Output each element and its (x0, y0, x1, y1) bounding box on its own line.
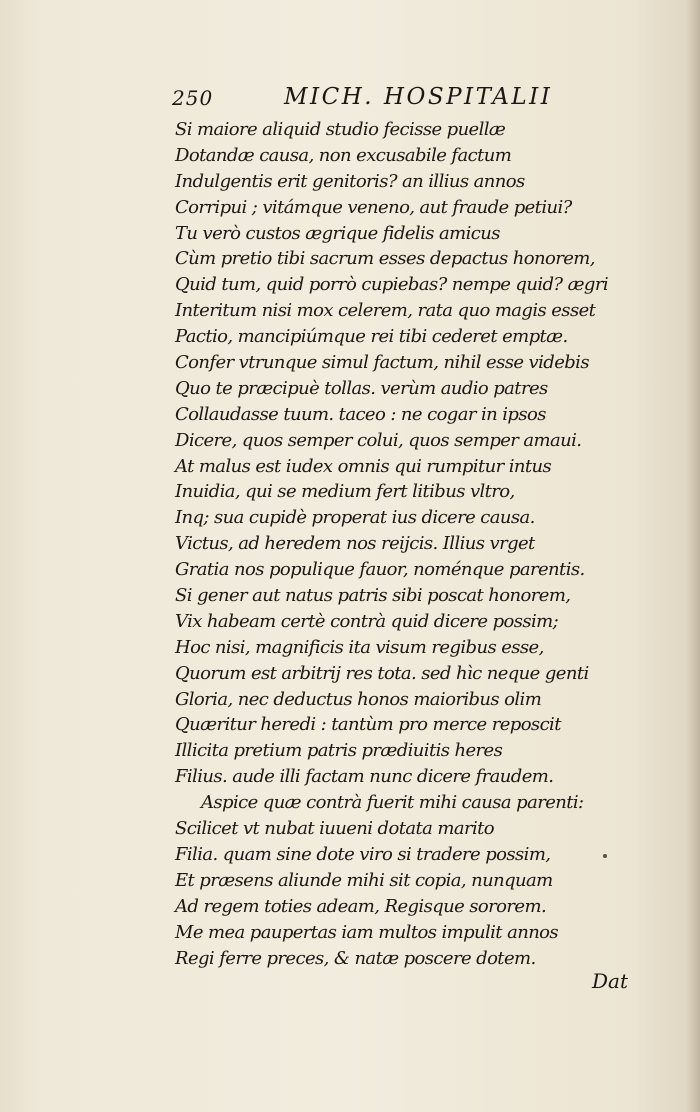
catchword: Dat (592, 969, 628, 993)
verse-line: Illicita pretium patris prædiuitis heres (175, 740, 503, 762)
verse-line: Dicere, quos semper colui, quos semper amaui. (175, 429, 582, 451)
verse-line: Filia. quam sine dote viro si tradere possim, (175, 843, 551, 865)
verse-line: Inuidia, qui se medium fert litibus vltro, (175, 481, 515, 503)
verse-line: Et præsens aliunde mihi sit copia, nunquam (175, 869, 553, 891)
running-title: MICH. HOSPITALII (284, 84, 553, 110)
ink-speck (603, 854, 607, 858)
verse-line: Vix habeam certè contrà quid dicere possim; (175, 610, 559, 632)
verse-line: Gratia nos populique fauor, noménque parentis. (175, 559, 585, 581)
page-edge-shadow (686, 0, 700, 1112)
verse-line: Quid tum, quid porrò cupiebas? nempe quid? ægri (175, 274, 608, 296)
verse-line: Victus, ad heredem nos reijcis. Illius vrget (175, 533, 535, 555)
verse-line: Inq; sua cupidè properat ius dicere causa. (175, 507, 535, 529)
verse-line: Regi ferre preces, & natæ poscere dotem. (175, 947, 536, 969)
verse-line: Indulgentis erit genitoris? an illius annos (175, 170, 525, 192)
verse-line: Scilicet vt nubat iuueni dotata marito (175, 818, 494, 840)
page-header (172, 82, 572, 114)
verse-line: Si gener aut natus patris sibi poscat honorem, (175, 585, 571, 607)
verse-line: Confer vtrunque simul factum, nihil esse videbis (175, 352, 589, 374)
verse-line: Quo te præcipuè tollas. verùm audio patres (175, 377, 548, 399)
verse-line: Hoc nisi, magnificis ita visum regibus esse, (175, 636, 544, 658)
verse-line: Cùm pretio tibi sacrum esses depactus honorem, (175, 248, 595, 270)
verse-line: Si maiore aliquid studio fecisse puellæ (175, 119, 506, 140)
verse-line: Ad regem toties adeam, Regisque sororem. (175, 895, 547, 917)
verse-text (175, 117, 615, 971)
verse-line: At malus est iudex omnis qui rumpitur intus (175, 455, 552, 477)
verse-line: Corripui ; vitámque veneno, aut fraude petiui? (175, 196, 572, 218)
verse-line: Filius. aude illi factam nunc dicere fraudem. (175, 766, 554, 788)
verse-line: Interitum nisi mox celerem, rata quo magis esset (175, 300, 596, 322)
verse-line: Gloria, nec deductus honos maioribus olim (175, 688, 542, 710)
verse-line: Dotandæ causa, non excusabile factum (175, 144, 512, 166)
verse-line: Quorum est arbitrij res tota. sed hìc neque genti (175, 662, 589, 684)
verse-line: Me mea paupertas iam multos impulit annos (175, 921, 559, 943)
verse-line: Tu verò custos ægrique fidelis amicus (175, 222, 500, 244)
verse-line: Quæritur heredi : tantùm pro merce reposcit (175, 714, 561, 736)
verse-line: Collaudasse tuum. taceo : ne cogar in ipsos (175, 403, 546, 425)
verse-line: Pactio, mancipiúmque rei tibi cederet emptæ. (175, 326, 568, 348)
verse-line: Aspice quæ contrà fuerit mihi causa parenti: (201, 792, 584, 814)
page-number: 250 (172, 86, 214, 110)
